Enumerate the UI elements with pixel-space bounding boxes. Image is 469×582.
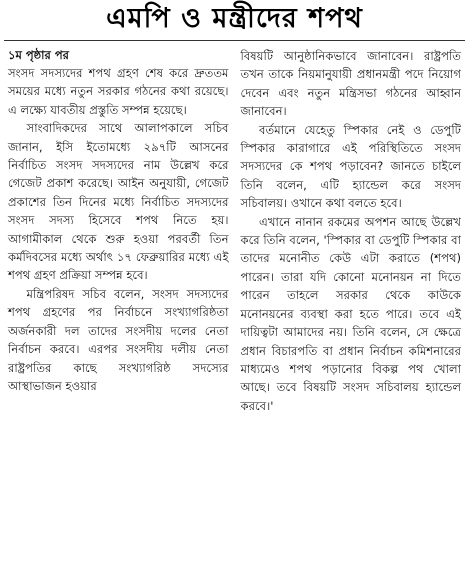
right-column [241, 47, 462, 415]
left-column [8, 47, 229, 415]
paragraph: মন্ত্রিপরিষদ সচিব বলেন, সংসদ সদস্যদের শপথ গ্রহণের পর নির্বাচনে সংখ্যাগরিষ্ঠতা অর্জনকারী দল তাদের সংসদীয় দলের নেতা নির্বাচন করবে। এরপর সংসদীয় দলীয় নেতা রাষ্ট্রপতির কাছে সংখ্যাগরিষ্ঠ সদস্যের আস্থাভাজন হওয়ার [8, 286, 229, 393]
headline: এমপি ও মন্ত্রীদের শপথ [4, 0, 465, 41]
paragraph: এখানে নানান রকমের অপশন আছে উল্লেখ করে তিনি বলেন, 'স্পিকার বা ডেপুটি স্পিকার বা তাদের মনোনীত কেউ এটা করাতে (শপথ) পারেন। তারা যদি কোনো মনোনয়ন না দিতে পারেন তাহলে সরকার থেকে কাউকে মনোনয়নের ব্যবস্থা করা হতে পারে। তবে এই দায়িত্বটা আমাদের নয়। তিনি বলেন, সে ক্ষেত্রে প্রধান বিচারপতি বা প্রধান নির্বাচন কমিশনারের মাধ্যমেও শপথ পড়ানোর বিকল্প পথ খোলা আছে। তবে বিষয়টি সংসদ সচিবালয় হ্যান্ডেল করবে।' [240, 214, 461, 413]
paragraph: সাংবাদিকদের সাথে আলাপকালে সচিব জানান, ইসি ইতোমধ্যে ২৯৭টি আসনের নির্বাচিত সংসদ সদস্যদের নাম উল্লেখ করে গেজেট প্রকাশ করেছে। আইন অনুযায়ী, গেজেট প্রকাশের তিন দিনের মধ্যে নির্বাচিত সদস্যদের সংসদ সদস্য হিসেবে শপথ নিতে হয়। আগামীকাল থেকে শুরু হওয়া পরবর্তী তিন কর্মদিবসের মধ্যে অর্থাৎ ১৭ ফেব্রুয়ারির মধ্যে এই শপথ গ্রহণ প্রক্রিয়া সম্পন্ন হবে। [8, 121, 229, 283]
article-body [8, 41, 461, 415]
paragraph: বিষয়টি আনুষ্ঠানিকভাবে জানাবেন। রাষ্ট্রপতি তখন তাকে নিয়মানুযায়ী প্রধানমন্ত্রী পদে নিয়োগ দেবেন এবং নতুন মন্ত্রিসভা গঠনের আহ্বান জানাবেন। [240, 49, 461, 119]
continued-from-label: ১ম পৃষ্ঠার পর [8, 48, 69, 62]
paragraph: বর্তমানে যেহেতু স্পিকার নেই ও ডেপুটি স্পিকার কারাগারে এই পরিস্থিতিতে সংসদ সদস্যদের কে শপথ পড়াবেন? জানতে চাইলে তিনি বলেন, এটি হ্যান্ডেল করে সংসদ সচিবালয়। ওখানে কথা বলতে হবে। [240, 122, 461, 211]
paragraph: সংসদ সদস্যদের শপথ গ্রহণ শেষ করে দ্রুততম সময়ের মধ্যে নতুন সরকার গঠনের কথা রয়েছে। এ লক্ষ্যে যাবতীয় প্রস্তুতি সম্পন্ন হয়েছে। [8, 66, 229, 117]
